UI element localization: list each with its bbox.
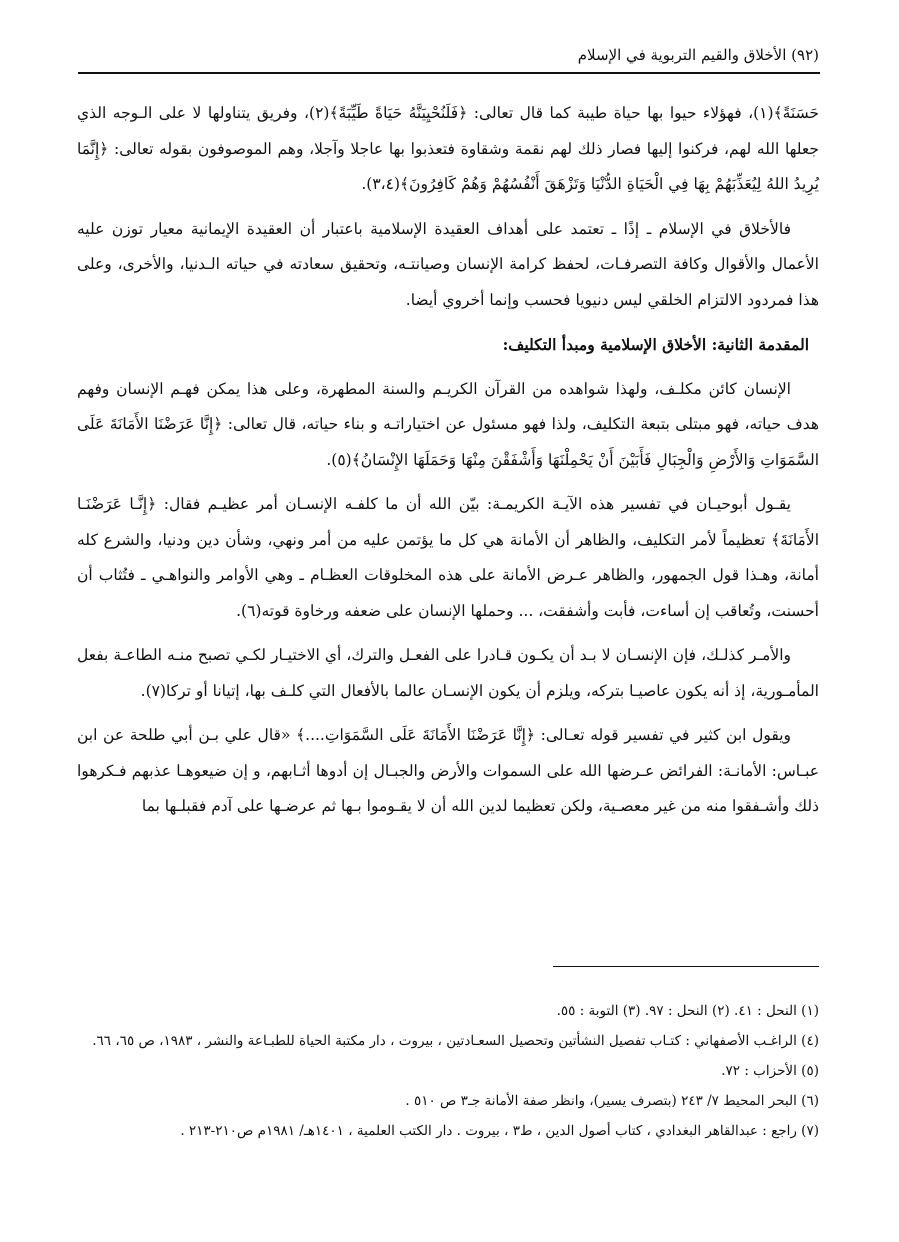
footnote: (٥) الأحزاب : ٧٢. — [721, 1063, 819, 1079]
paragraph-4: يقـول أبوحيـان في تفسير هذه الآيـة الكريمـة: بيّن الله أن ما كلفـه الإنسـان أمر عظيـم فقال: ﴿إِنَّـا عَرَضْنَـا الأَمَانَةَ﴾ تعظيماً لأمر التكليف، والظاهر أن الأمانة هي كل ما يؤتمن عليه من أمر ونهي، وشأن دين ودنيا، والشرع كله أمانة، وهـذا قول الجمهور، والظاهر عـرض الأمانة على هذه المخلوقات العظـام ـ وهي الأوامر والنواهـي ـ فتُثاب أن أحسنت، وتُعاقب إن أساءت، فأبت وأشفقت، ... وحملها الإنسان على ضعفه ورخاوة قوته(٦). — [77, 495, 819, 620]
paragraph-5: والأمـر كذلـك، فإن الإنسـان لا بـد أن يكـون قـادرا على الفعـل والترك، أي الاختيـار لكـي تصبح منـه الطاعـة بفعل المأمـورية، إذ أنه يكون عاصيـا بتركه، ويلزم أن يكون الإنسـان عالما بالأفعال التي كلـف بها، إتيانا أو تركا(٧). — [77, 646, 819, 700]
header-rule — [78, 72, 820, 74]
running-header: (٩٢) الأخلاق والقيم التربوية في الإسلام — [577, 46, 819, 64]
footnotes — [74, 996, 819, 1146]
footnote: (٤) الراغـب الأصفهاني : كتـاب تفصيل النشأتين وتحصيل السعـادتين ، بيروت ، دار مكتبة الحياة للطبـاعة والنشر ، ١٩٨٣، ص ٦٥، ٦٦. — [92, 1033, 819, 1049]
section-heading: المقدمة الثانية: الأخلاق الإسلامية ومبدأ التكليف: — [502, 335, 809, 354]
footnote: (٦) البحر المحيط ٧/ ٢٤٣ (بتصرف يسير)، وانظر صفة الأمانة جـ٣ ص ٥١٠ . — [405, 1093, 819, 1109]
paragraph-3: الإنسان كائن مكلـف، ولهذا شواهده من القرآن الكريـم والسنة المطهرة، وعلى هذا يمكن فهـم الإنسان وفهم هدف حياته، فهو مبتلى بتبعة التكليف، ولذا فهو مسئول عن اختياراتـه و بناء حياته، قال تعالى: ﴿إِنَّا عَرَضْنَا الأَمَانَةَ عَلَى السَّمَوَاتِ وَالأَرْضِ وَالْجِبَالِ فَأَبَيْنَ أَنْ يَحْمِلْنَهَا وَأَشْفَقْنَ مِنْهَا وَحَمَلَهَا الإِنْسَانُ﴾(٥). — [77, 379, 819, 469]
footnote: (٧) راجع : عبدالقاهر البغدادي ، كتاب أصول الدين ، ط٣ ، بيروت . دار الكتب العلمية ، ١٤٠١هـ/ ١٩٨١م ص٢١٠-٢١٣ . — [180, 1123, 819, 1139]
footnote: (١) النحل : ٤١. (٢) النحل : ٩٧. (٣) التوبة : ٥٥. — [556, 1003, 819, 1019]
paragraph-6: ويقول ابن كثير في تفسير قوله تعـالى: ﴿إِنَّا عَرَضْنَا الأَمَانَةَ عَلَى السَّمَوَاتِ....﴾ «قال علي بـن أبي طلحة عن ابن عبـاس: الأمانـة: الفرائض عـرضها الله على السموات والأرض والجبـال إن أدوها أثـابهم، و إن ضيعوهـا عذبهم فـكرهوا ذلك وأشـفقوا منه من غير معصـية، ولكن تعظيما لدين الله أن لا يقـوموا بـها ثم عرضـها على آدم فقبلـها بما — [77, 726, 819, 815]
paragraph-2: فالأخلاق في الإسلام ـ إذًا ـ تعتمد على أهداف العقيدة الإسلامية باعتبار أن العقيدة الإيمانية معيار توزن عليه الأعمال والأقوال وكافة التصرفـات، لحفظ كرامة الإنسان وصيانتـه، وتحقيق سعادته في حياته الـدنيا، والأخرى، وعلى هذا فمردود الالتزام الخلقي ليس دنيويا فحسب وإنما أخروي أيضا. — [77, 219, 819, 309]
footnote-rule — [553, 966, 819, 967]
paragraph-1: حَسَنَةً﴾(١)، فهؤلاء حيوا بها حياة طيبة كما قال تعالى: ﴿فَلَنُحْيِيَنَّهُ حَيَاةً طَيِّبَةً﴾(٢)، وفريق يتناولها لا على الـوجه الذي جعلها الله لهم، فركنوا إليها فصار ذلك لهم نقمة وشقاوة فتعذبوا بها عاجلا وآجلا، وهم الموصوفون بقوله تعالى: ﴿إِنَّمَا يُرِيدُ اللهُ لِيُعَذِّبَهُمْ بِهَا فِي الْحَيَاةِ الدُّنْيَا وَتَزْهَقَ أَنْفُسُهُمْ وَهُمْ كَافِرُونَ﴾(٣،٤). — [77, 104, 820, 193]
main-text — [77, 96, 819, 834]
